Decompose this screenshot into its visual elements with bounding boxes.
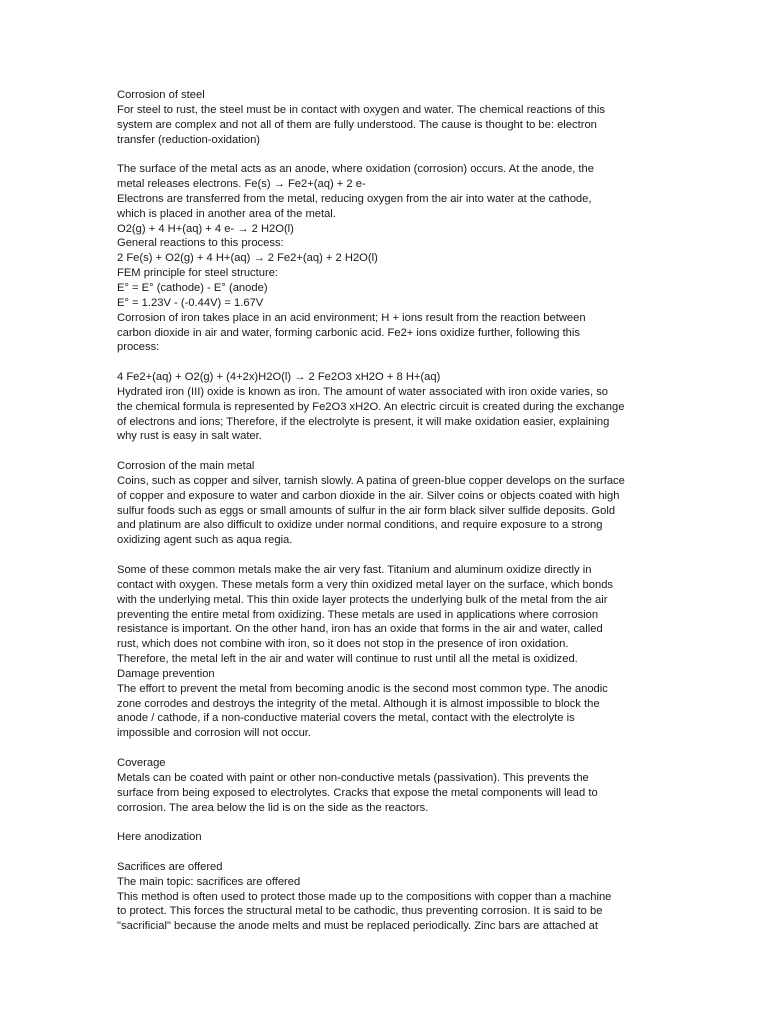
text-line: The main topic: sacrifices are offered bbox=[117, 875, 301, 888]
text-line: oxidizing agent such as aqua regia. bbox=[117, 534, 293, 547]
blank-line bbox=[117, 147, 662, 162]
text-line: "sacrificial" because the anode melts and must be replaced periodically. Zinc bars are attached at bbox=[117, 920, 598, 933]
text-line: Corrosion of iron takes place in an acid environment; H + ions result from the reaction between bbox=[117, 311, 586, 324]
text-line: corrosion. The area below the lid is on the side as the reactors. bbox=[117, 801, 429, 814]
blank-line bbox=[117, 444, 662, 459]
text-line: anode / cathode, if a non-conductive material covers the metal, contact with the electrolyte is bbox=[117, 712, 575, 725]
text-line: FEM principle for steel structure: bbox=[117, 267, 279, 280]
text-line: surface from being exposed to electrolytes. Cracks that expose the metal components will lead to bbox=[117, 786, 598, 799]
blank-line bbox=[117, 355, 662, 370]
text-line: Some of these common metals make the air very fast. Titanium and aluminum oxidize directly in bbox=[117, 564, 592, 576]
text-line: Coins, such as copper and silver, tarnish slowly. A patina of green-blue copper develops on the surface bbox=[117, 474, 625, 487]
text-line: of copper and exposure to water and carbon dioxide in the air. Silver coins or objects coated with high bbox=[117, 489, 620, 502]
text-line: transfer (reduction-oxidation) bbox=[117, 133, 261, 146]
text-line: The effort to prevent the metal from becoming anodic is the second most common type. The anodic bbox=[117, 682, 608, 695]
text-line: Corrosion of the main metal bbox=[117, 460, 255, 473]
text-line: process: bbox=[117, 341, 160, 354]
text-line: Electrons are transferred from the metal, reducing oxygen from the air into water at the cathode, bbox=[117, 192, 592, 205]
text-line: contact with oxygen. These metals form a very thin oxidized metal layer on the surface, which bonds bbox=[117, 578, 614, 591]
text-line: General reactions to this process: bbox=[117, 237, 284, 250]
text-line: This method is often used to protect those made up to the compositions with copper than a machine bbox=[117, 890, 612, 903]
text-line: zone corrodes and destroys the integrity of the metal. Although it is almost impossible to block the bbox=[117, 697, 600, 710]
text-line: Hydrated iron (III) oxide is known as iron. The amount of water associated with iron oxide varies, so bbox=[117, 385, 609, 398]
text-line: the chemical formula is represented by Fe2O3 xH2O. An electric circuit is created during the exchange bbox=[117, 400, 625, 413]
text-line: 4 Fe2+(aq) + O2(g) + (4+2x)H2O(l) → 2 Fe2O3 xH2O + 8 H+(aq) bbox=[117, 371, 441, 384]
text-line: E° = 1.23V - (-0.44V) = 1.67V bbox=[117, 296, 264, 309]
text-line: Coverage bbox=[117, 756, 166, 769]
text-line: Sacrifices are offered bbox=[117, 860, 223, 873]
blank-line bbox=[117, 845, 662, 860]
text-line: preventing the entire metal from oxidizing. These metals are used in applications where corrosion bbox=[117, 608, 599, 621]
document-page bbox=[117, 88, 662, 934]
text-line: Therefore, the metal left in the air and water will continue to rust until all the metal is oxidized. bbox=[117, 653, 578, 666]
text-line: rust, which does not combine with iron, so it does not stop in the presence of iron oxidation. bbox=[117, 638, 569, 651]
text-line: why rust is easy in salt water. bbox=[117, 430, 262, 443]
text-line: carbon dioxide in air and water, forming carbonic acid. Fe2+ ions oxidize further, following this bbox=[117, 326, 580, 339]
text-line: Here anodization bbox=[117, 831, 202, 844]
text-line: to protect. This forces the structural metal to be cathodic, thus preventing corrosion. It is said to be bbox=[117, 905, 603, 918]
text-line: metal releases electrons. Fe(s) → Fe2+(aq) + 2 e- bbox=[117, 178, 366, 191]
text-line: impossible and corrosion will not occur. bbox=[117, 727, 312, 740]
text-line: O2(g) + 4 H+(aq) + 4 e- → 2 H2O(l) bbox=[117, 222, 294, 235]
text-line: The surface of the metal acts as an anode, where oxidation (corrosion) occurs. At the anode, the bbox=[117, 163, 594, 176]
text-line: of electrons and ions; Therefore, if the electrolyte is present, it will make oxidation easier, explaining bbox=[117, 415, 610, 428]
text-line: Damage prevention bbox=[117, 667, 215, 680]
text-line: and platinum are also difficult to oxidize under normal conditions, and require exposure to a strong bbox=[117, 519, 603, 532]
text-line: resistance is important. On the other hand, iron has an oxide that forms in the air and water, called bbox=[117, 623, 603, 636]
text-line: For steel to rust, the steel must be in contact with oxygen and water. The chemical reactions of this bbox=[117, 103, 605, 116]
text-line: which is placed in another area of the metal. bbox=[117, 207, 336, 220]
text-line: sulfur foods such as eggs or small amounts of sulfur in the air form black silver sulfide deposits. Gold bbox=[117, 504, 616, 517]
blank-line bbox=[117, 548, 662, 563]
text-line: 2 Fe(s) + O2(g) + 4 H+(aq) → 2 Fe2+(aq) + 2 H2O(l) bbox=[117, 252, 378, 265]
blank-line bbox=[117, 815, 662, 830]
blank-line bbox=[117, 741, 662, 756]
text-line: with the underlying metal. This thin oxide layer protects the underlying bulk of the metal from the air bbox=[117, 593, 608, 606]
text-line: Corrosion of steel bbox=[117, 89, 205, 101]
text-line: Metals can be coated with paint or other non-conductive metals (passivation). This prevents the bbox=[117, 771, 589, 784]
text-line: E° = E° (cathode) - E° (anode) bbox=[117, 281, 268, 294]
text-line: system are complex and not all of them are fully understood. The cause is thought to be: electron bbox=[117, 118, 597, 131]
